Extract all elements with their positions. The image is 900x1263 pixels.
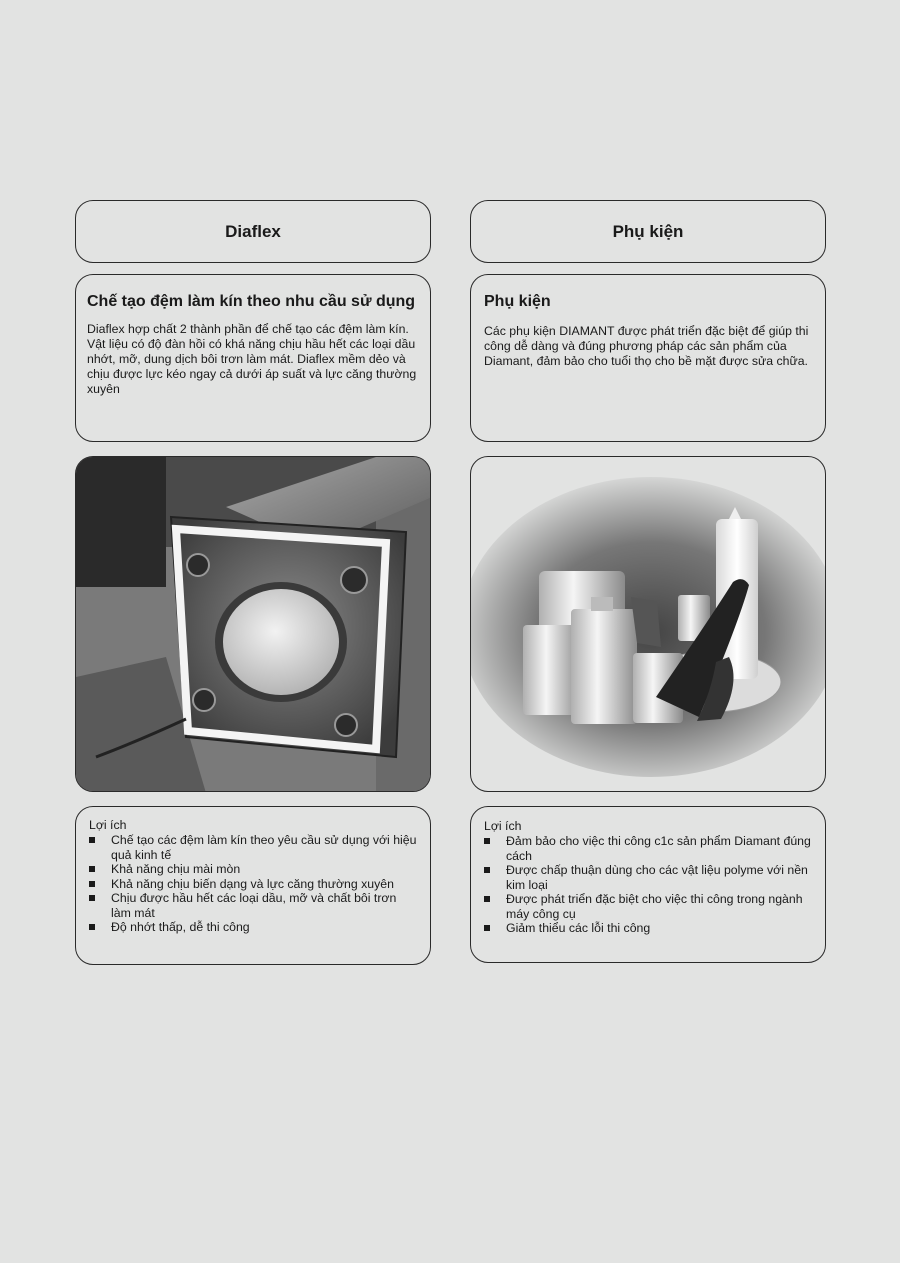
accessories-photo [470,456,826,792]
bullet-icon [89,924,95,930]
diaflex-photo [75,456,431,792]
list-item: Được phát triển đặc biệt cho việc thi công trong ngành máy công cụ [484,892,814,921]
diaflex-description: Diaflex hợp chất 2 thành phần để chế tạo các đệm làm kín. Vật liệu có độ đàn hồi có khá năng chịu hầu hết các loại dầu nhớt, mỡ, dung dịch bôi trơn làm mát. Diaflex mềm dẻo và chịu được lực kéo ngay cả dưới áp suất và lực căng thường xuyên [87,322,417,396]
bullet-icon [484,867,490,873]
accessories-description-box [470,274,826,442]
accessories-title: Phụ kiện [612,221,684,241]
benefits-label: Lợi ích [484,819,522,833]
bullet-icon [89,895,95,901]
accessories-benefits-box [470,806,826,963]
diaflex-benefits-list [89,833,419,935]
list-item: Chịu được hầu hết các loại dầu, mỡ và chất bôi trơn làm mát [89,891,419,920]
diaflex-title: Diaflex [225,221,281,241]
bullet-icon [484,838,490,844]
list-item: Giảm thiểu các lỗi thi công [484,921,814,936]
list-item: Khả năng chịu mài mòn [89,862,419,877]
accessories-description: Các phụ kiện DIAMANT được phát triển đặc biệt để giúp thi công dễ dàng và đúng phương pháp các sản phẩm của Diamant, đảm bảo cho tuổi thọ cho bề mặt được sửa chữa. [484,324,809,368]
accessories-benefits-list [484,834,814,936]
list-item: Đảm bảo cho việc thi công c1c sản phẩm Diamant đúng cách [484,834,814,863]
diaflex-benefits-box [75,806,431,965]
diaflex-heading: Chế tạo đệm làm kín theo nhu cầu sử dụng [87,293,416,310]
accessories-header-box [470,200,826,263]
machine-flange-gasket-image [76,457,431,792]
bullet-icon [89,866,95,872]
diaflex-description-box [75,274,431,442]
list-item: Khả năng chịu biến dạng và lực căng thường xuyên [89,877,419,892]
bullet-icon [89,837,95,843]
bullet-icon [484,896,490,902]
list-item: Độ nhớt thấp, dễ thi công [89,920,419,935]
list-item: Được chấp thuận dùng cho các vật liệu polyme với nền kim loại [484,863,814,892]
bullet-icon [484,925,490,931]
accessories-heading: Phụ kiện [484,293,551,310]
accessory-products-image [471,457,826,792]
bullet-icon [89,881,95,887]
benefits-label: Lợi ích [89,818,127,832]
diaflex-header-box [75,200,431,263]
list-item: Chế tạo các đệm làm kín theo yêu cầu sử dụng với hiệu quả kinh tế [89,833,419,862]
